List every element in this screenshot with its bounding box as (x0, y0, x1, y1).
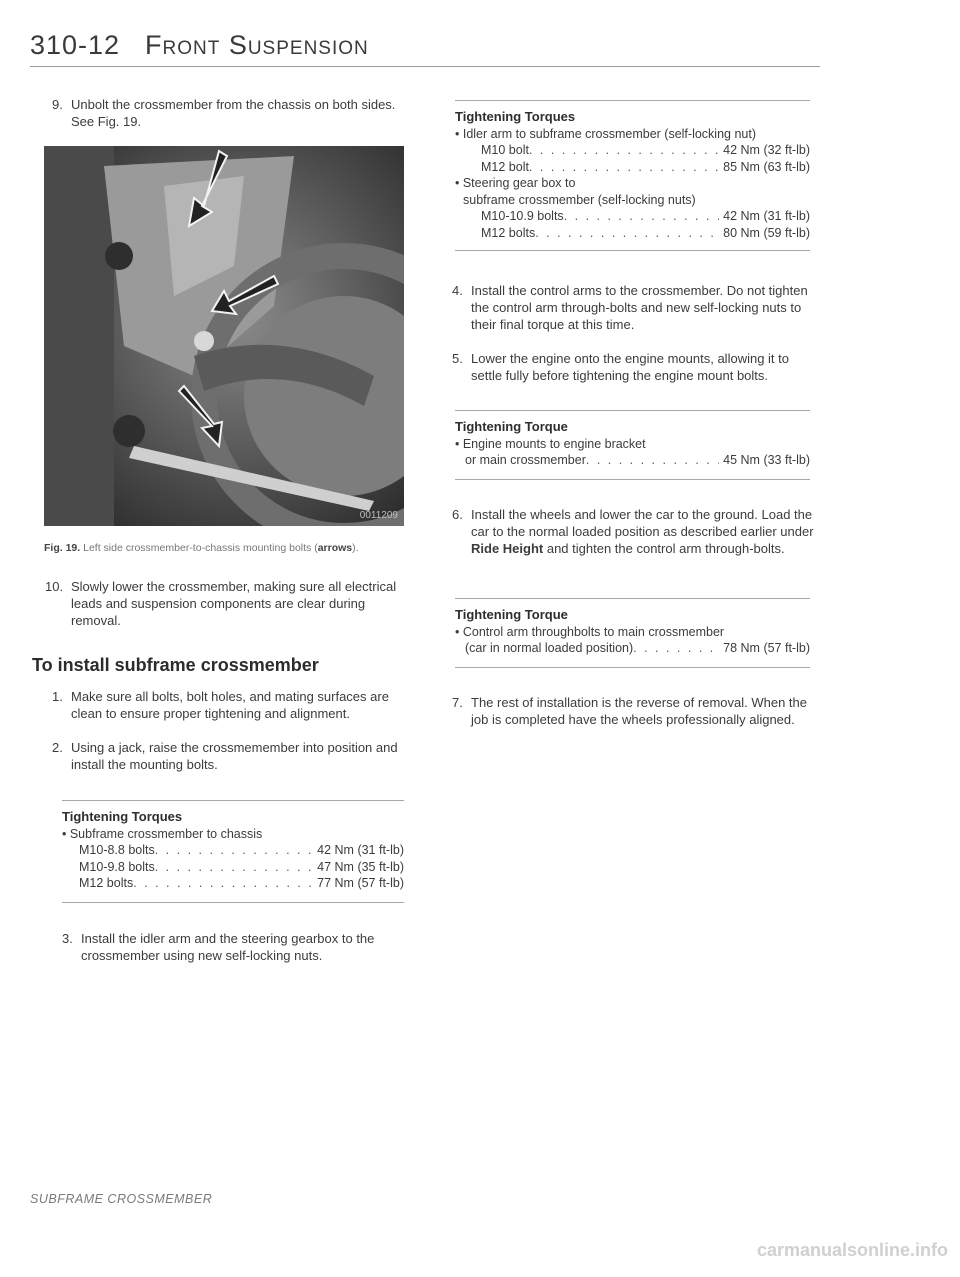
box-bullet: • Control arm throughbolts to main crossmember (455, 624, 725, 639)
torque-box-control-arm (455, 598, 810, 668)
step-text: Install the wheels and lower the car to the ground. Load the car to the normal loaded position as described earlier under Ride Height and tighten the control arm through-bolts. (471, 507, 814, 556)
step-text: Slowly lower the crossmember, making sure all electrical leads and suspension components are clear during removal. (71, 579, 397, 628)
install-step-2 (52, 739, 408, 773)
torque-spec-row: M10-10.9 bolts . . . 42 Nm (31 ft-lb) (455, 208, 810, 225)
step-number: 4. (452, 283, 463, 298)
step-10 (45, 578, 408, 629)
step-text: Lower the engine onto the engine mounts, allowing it to settle fully before tightening the engine mount bolts. (471, 351, 789, 383)
box-top-rule (455, 410, 810, 411)
footer-section-name: SUBFRAME CROSSMEMBER (30, 1192, 213, 1206)
step-number: 1. (52, 689, 63, 704)
step-text: Install the control arms to the crossmember. Do not tighten the control arm through-bolts and new self-locking nuts to their final torque at this time. (471, 283, 808, 332)
box-top-rule (455, 598, 810, 599)
page-number: 310-12 (30, 30, 121, 60)
torque-spec-row: (car in normal loaded position) . . . 78 Nm (57 ft-lb) (455, 640, 810, 657)
install-step-4 (452, 282, 820, 333)
box-bottom-rule (62, 902, 404, 903)
header-divider (30, 66, 820, 67)
figure-label: Fig. 19. (44, 542, 81, 554)
step-text: Make sure all bolts, bolt holes, and mating surfaces are clean to ensure proper tightening and alignment. (71, 689, 389, 721)
step-number: 5. (452, 351, 463, 366)
torque-spec-row: or main crossmember . . . 45 Nm (33 ft-lb) (455, 452, 810, 469)
step-number: 2. (52, 740, 63, 755)
box-title: Tightening Torques (62, 809, 183, 824)
step-9 (52, 96, 408, 130)
box-bottom-rule (455, 667, 810, 668)
step-number: 3. (62, 931, 73, 946)
step-text: Unbolt the crossmember from the chassis on both sides. See Fig. 19. (71, 97, 396, 129)
torque-box-idler-steering (455, 100, 810, 251)
figure-caption-bold: arrows (317, 542, 353, 554)
torque-box-subframe (62, 800, 404, 903)
install-step-3 (62, 930, 408, 964)
figure-19-photo (44, 146, 404, 526)
step-text: Install the idler arm and the steering gearbox to the crossmember using new self-locking nuts. (81, 931, 375, 963)
ride-height-reference: Ride Height (471, 541, 544, 556)
torque-spec-row: M10 bolt . . . 42 Nm (32 ft-lb) (455, 142, 810, 159)
chapter-title: Front Suspension (145, 30, 369, 60)
torque-spec-row: M12 bolt . . . 85 Nm (63 ft-lb) (455, 159, 810, 176)
figure-caption: Fig. 19. Left side crossmember-to-chassis mounting bolts (arrows). (44, 542, 359, 554)
box-top-rule (62, 800, 404, 801)
box-bullet: • Idler arm to subframe crossmember (self-locking nut) (455, 126, 756, 141)
step-number: 6. (452, 507, 463, 522)
box-bullet: • Subframe crossmember to chassis (62, 826, 263, 841)
section-heading: To install subframe crossmember (32, 655, 319, 675)
box-bullet: • Engine mounts to engine bracket (455, 436, 646, 451)
step-number: 7. (452, 695, 463, 710)
install-step-5 (452, 350, 820, 384)
install-step-7 (452, 694, 820, 728)
watermark: carmanualsonline.info (756, 1240, 948, 1260)
box-bullet: • Steering gear box to (455, 176, 576, 190)
torque-spec-row: M10-9.8 bolts . . . 47 Nm (35 ft-lb) (62, 859, 404, 876)
photo-code: 0011209 (359, 510, 398, 521)
torque-spec-row: M12 bolts . . . 80 Nm (59 ft-lb) (455, 225, 810, 242)
box-bottom-rule (455, 479, 810, 480)
torque-box-engine-mounts (455, 410, 810, 480)
step-number: 9. (52, 97, 63, 112)
box-title: Tightening Torque (455, 419, 568, 434)
step-number: 10. (45, 579, 64, 594)
figure-caption-text: Left side crossmember-to-chassis mounting bolts (83, 542, 312, 554)
box-top-rule (455, 100, 810, 101)
box-title: Tightening Torque (455, 607, 568, 622)
torque-spec-row: M12 bolts . . . 77 Nm (57 ft-lb) (62, 875, 404, 892)
torque-spec-row: M10-8.8 bolts . . . 42 Nm (31 ft-lb) (62, 842, 404, 859)
box-title: Tightening Torques (455, 109, 576, 124)
install-step-1 (52, 688, 408, 722)
box-bottom-rule (455, 250, 810, 251)
step-text: The rest of installation is the reverse of removal. When the job is completed have the wheels professionally aligned. (471, 695, 807, 727)
step-text: Using a jack, raise the crossmemember into position and install the mounting bolts. (71, 740, 398, 772)
photo-illustration (44, 146, 404, 526)
install-step-6 (452, 506, 820, 557)
box-bullet-continued: subframe crossmember (self-locking nuts) (463, 192, 696, 207)
